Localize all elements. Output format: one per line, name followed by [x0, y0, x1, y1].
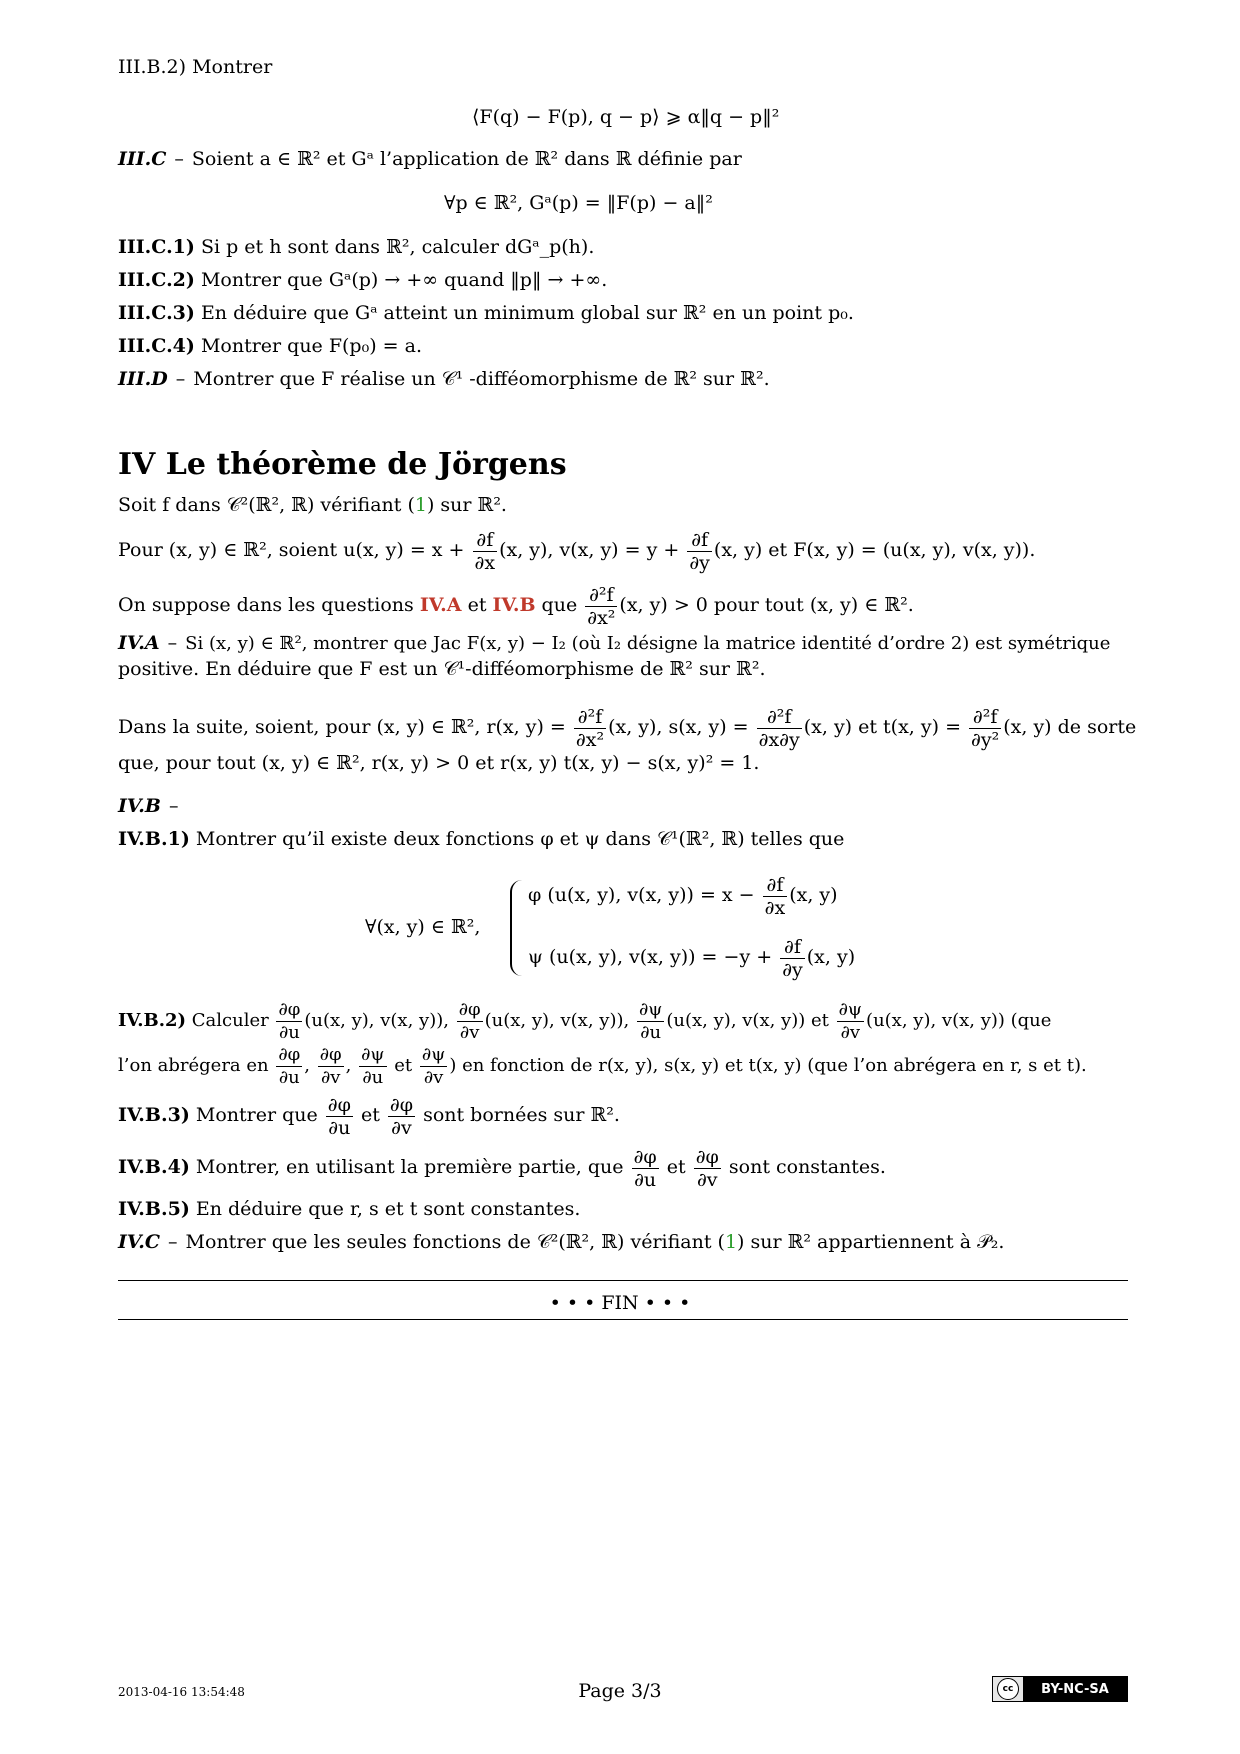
paragraph-r-s-t-cont: que, pour tout (x, y) ∈ ℝ², r(x, y) > 0 et r(x, y) t(x, y) − s(x, y)² = 1. — [118, 752, 760, 774]
question-ref-link-IV-B[interactable]: IV.B — [492, 594, 536, 616]
fraction: $\frac{\partial\varphi}{\partial v}$ — [389, 1093, 414, 1139]
question-III-C-3: III.C.3) En déduire que Gᵃ atteint un minimum global sur ℝ² en un point p₀. — [118, 302, 854, 324]
question-IV-A-cont: positive. En déduire que F est un 𝒞¹-difféomorphisme de ℝ² sur ℝ². — [118, 658, 766, 680]
fraction: $\frac{\partial\varphi}{\partial u}$ — [633, 1145, 657, 1191]
equation-ref-link[interactable]: 1 — [414, 494, 427, 516]
question-IV-B-3: IV.B.3) Montrer que $\frac{\partial\varphi}{\partial u}$ et $\frac{\partial\varphi}{\partial v}$ sont bornées sur ℝ². — [118, 1093, 620, 1139]
question-III-C: III.C – Soient a ∈ ℝ² et Gᵃ l’application de ℝ² dans ℝ définie par — [118, 148, 742, 170]
question-IV-B-4: IV.B.4) Montrer, en utilisant la première partie, que $\frac{\partial\varphi}{\partial u}$ et $\frac{\partial\varphi}{\partial v}$ sont constantes. — [118, 1145, 886, 1191]
fraction: $\frac{\partial f}{\partial y}$ — [689, 528, 710, 574]
question-IV-B-2: IV.B.2) Calculer $\frac{\partial\varphi}{\partial u}$ (u(x, y), v(x, y)), $\frac{\partial\varphi}{\partial v}$ (u(x, y), v(x, y)), $\frac{\partial\psi}{\partial u}$ (u(x, y), v(x, y)) et $\frac{\partial\psi}{\partial v}$ (u(x, y), v(x, y)) (que — [118, 998, 1052, 1043]
fraction: $\frac{\partial\psi}{\partial u}$ — [638, 998, 663, 1043]
question-ref-link-IV-A[interactable]: IV.A — [419, 594, 462, 616]
system-line-psi: ψ (u(x, y), v(x, y)) = −y + $\frac{\partial f}{\partial y}$ (x, y) — [528, 935, 856, 981]
question-IV-B: IV.B – — [118, 795, 179, 817]
equation-ref-link[interactable]: 1 — [724, 1231, 738, 1253]
question-IV-B-1: IV.B.1) Montrer qu’il existe deux fonctions φ et ψ dans 𝒞¹(ℝ², ℝ) telles que — [118, 828, 845, 850]
fraction: $\frac{\partial\varphi}{\partial u}$ — [327, 1093, 351, 1139]
question-IV-B-2-cont: l’on abrégera en $\frac{\partial\varphi}{\partial u}$ , $\frac{\partial\varphi}{\partial v}$ , $\frac{\partial\psi}{\partial u}$ et $\frac{\partial\psi}{\partial v}$ ) en fonction de r(x, y), s(x, y) et t(x, y) (que l’on abrégera en r, s et t). — [118, 1043, 1087, 1088]
license-badge[interactable] — [992, 1676, 1128, 1702]
question-IV-C: IV.C – Montrer que les seules fonctions de 𝒞²(ℝ², ℝ) vérifiant (1) sur ℝ² appartiennent à 𝒫₂. — [118, 1231, 1005, 1253]
question-III-C-1: III.C.1) Si p et h sont dans ℝ², calculer dGᵃ_p(h). — [118, 236, 595, 258]
fraction: $\frac{\partial f}{\partial x}$ — [764, 873, 786, 919]
system-line-phi: φ (u(x, y), v(x, y)) = x − $\frac{\partial f}{\partial x}$ (x, y) — [528, 873, 838, 919]
equation-G-a: ∀p ∈ ℝ², Gᵃ(p) = ‖F(p) − a‖² — [444, 192, 713, 214]
end-marker: • • • FIN • • • — [549, 1292, 691, 1314]
question-III-C-2: III.C.2) Montrer que Gᵃ(p) → +∞ quand ‖p‖ → +∞. — [118, 269, 608, 291]
equation-monotonicity: ⟨F(q) − F(p), q − p⟩ ⩾ α‖q − p‖² — [472, 106, 780, 128]
section-title-IV: IV Le théorème de Jörgens — [118, 447, 567, 482]
question-III-D: III.D – Montrer que F réalise un 𝒞¹ -difféomorphisme de ℝ² sur ℝ². — [118, 368, 770, 390]
fraction: $\frac{\partial f}{\partial y}$ — [782, 935, 803, 981]
license-text: BY-NC-SA — [1023, 1677, 1127, 1701]
fraction: $\frac{\text{∂²f}}{\text{∂x²}}$ — [587, 583, 616, 629]
system-quantifier: ∀(x, y) ∈ ℝ², — [365, 916, 481, 938]
rule-top — [118, 1280, 1128, 1281]
question-III-C-4: III.C.4) Montrer que F(p₀) = a. — [118, 335, 422, 357]
paragraph-soit-f: Soit f dans 𝒞²(ℝ², ℝ) vérifiant (1) sur ℝ². — [118, 494, 507, 516]
paragraph-hypothesis: On suppose dans les questions IV.A et IV.B que $\frac{\text{∂²f}}{\text{∂x²}}$ (x, y) > 0 pour tout (x, y) ∈ ℝ². — [118, 583, 914, 629]
fraction: $\frac{\partial\varphi}{\partial v}$ — [458, 998, 481, 1043]
footer-timestamp: 2013-04-16 13:54:48 — [118, 1685, 245, 1699]
fraction: $\frac{\text{∂²f}}{\text{∂x²}}$ — [575, 705, 605, 751]
paragraph-definitions-u-v-F: Pour (x, y) ∈ ℝ², soient u(x, y) = x + $\frac{\partial f}{\partial x}$ (x, y), v(x, y) = y + $\frac{\partial f}{\partial y}$ (x, y) et F(x, y) = (u(x, y), v(x, y)). — [118, 528, 1036, 574]
fraction: $\frac{\partial\varphi}{\partial v}$ — [319, 1043, 342, 1088]
fraction: $\frac{\partial\psi}{\partial v}$ — [838, 998, 863, 1043]
fraction: $\frac{\partial\varphi}{\partial u}$ — [278, 1043, 301, 1088]
fraction: $\frac{\partial\varphi}{\partial u}$ — [278, 998, 301, 1043]
fraction: $\frac{\partial\psi}{\partial u}$ — [361, 1043, 385, 1088]
footer-page-number: Page 3/3 — [578, 1680, 662, 1702]
question-III-B-2: III.B.2) Montrer — [118, 56, 273, 78]
creative-commons-icon: cc — [997, 1678, 1019, 1700]
paragraph-r-s-t: Dans la suite, soient, pour (x, y) ∈ ℝ², r(x, y) = $\frac{\text{∂²f}}{\text{∂x²}}$ (x, y), s(x, y) = $\frac{\text{∂²f}}{\partial x\partial y}$ (x, y) et t(x, y) = $\frac{\text{∂²f}}{\text{∂y²}}$ (x, y) de sorte — [118, 705, 1137, 751]
system-brace — [510, 880, 524, 976]
fraction: $\frac{\partial f}{\partial x}$ — [474, 528, 496, 574]
question-IV-B-5: IV.B.5) En déduire que r, s et t sont constantes. — [118, 1198, 581, 1220]
fraction: $\frac{\text{∂²f}}{\partial x\partial y}$ — [758, 705, 800, 751]
fraction: $\frac{\partial\psi}{\partial v}$ — [421, 1043, 446, 1088]
rule-bottom — [118, 1319, 1128, 1320]
fraction: $\frac{\text{∂²f}}{\text{∂y²}}$ — [971, 705, 1000, 751]
fraction: $\frac{\partial\varphi}{\partial v}$ — [695, 1145, 719, 1191]
question-IV-A: IV.A – Si (x, y) ∈ ℝ², montrer que Jac F(x, y) − I₂ (où I₂ désigne la matrice identité d’ordre 2) est symétrique — [118, 632, 1111, 654]
